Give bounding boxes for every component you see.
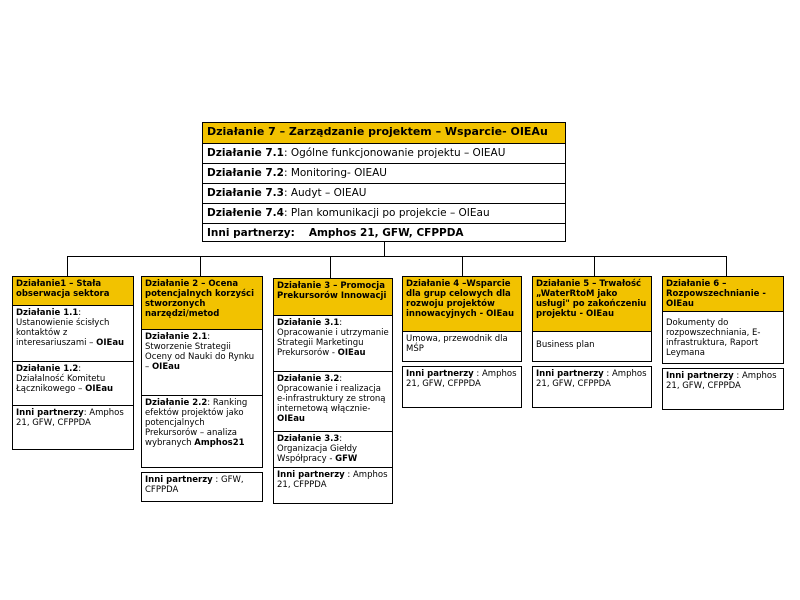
top-partners-row	[203, 223, 565, 243]
row-text: : Audyt – OIEAU	[283, 187, 367, 199]
activity-5-partners: Inni partnerzy : Amphos 21, GFW, CFPPDA	[532, 366, 652, 408]
activity-3-2: Działanie 3.2: Opracowanie i realizacja e-infrastruktury ze stroną internetową włącznie- OIEau	[273, 372, 393, 432]
activity-4-header: Działanie 4 –Wsparcie dla grup celowych dla rozwoju projektów innowacyjnych - OIEau	[402, 276, 522, 332]
row-label: Działenie 7.4	[207, 207, 284, 219]
connector-col3	[330, 256, 331, 278]
connector-horizontal	[67, 256, 726, 257]
top-row-3	[203, 183, 565, 203]
row-label: Działanie 7.1	[207, 147, 284, 159]
activity-5-header: Działanie 5 – Trwałość „WaterRtoM jako usługi" po zakończeniu projektu - OIEau	[532, 276, 652, 332]
activity-6-deliverables: Dokumenty do rozpowszechniania, E- infrastruktura, Raport Leymana	[662, 312, 784, 364]
activity-6-header: Działanie 6 – Rozpowszechnianie - OIEau	[662, 276, 784, 312]
activity-1-2: Działanie 1.2: Działalność Komitetu Łącznikowego – OIEau	[12, 362, 134, 406]
activity-2-column	[141, 276, 263, 502]
row-text: : Plan komunikacji po projekcie – OIEau	[283, 207, 490, 219]
activity-4-column	[402, 276, 522, 408]
activity-2-2: Działanie 2.2: Ranking efektów projektów jako potencjalnych Prekursorów – analiza wybranych Amphos21	[141, 396, 263, 468]
activity-3-header: Działanie 3 – Promocja Prekursorów Innowacji	[273, 278, 393, 316]
top-row-1	[203, 143, 565, 163]
connector-col6	[726, 256, 727, 276]
connector-col1	[67, 256, 68, 276]
activity-1-header: Działanie1 – Stała obserwacja sektora	[12, 276, 134, 306]
partners-text: Amphos 21, GFW, CFPPDA	[308, 227, 464, 239]
activity-2-header: Działanie 2 – Ocena potencjalnych korzyści stworzonych narzędzi/metod	[141, 276, 263, 330]
activity-3-3: Działanie 3.3: Organizacja Giełdy Współpracy - GFW	[273, 432, 393, 468]
row-text: : Monitoring- OIEAU	[283, 167, 387, 179]
activity-4-deliverables: Umowa, przewodnik dla MŚP	[402, 332, 522, 362]
top-row-4	[203, 203, 565, 223]
activity-6-partners: Inni partnerzy : Amphos 21, GFW, CFPPDA	[662, 368, 784, 410]
activity-1-1: Działanie 1.1: Ustanowienie ścisłych kontaktów z interesariuszami – OIEau	[12, 306, 134, 362]
connector-col2	[200, 256, 201, 276]
partners-label: Inni partnerzy:	[207, 227, 295, 239]
activity-3-column	[273, 278, 393, 504]
connector-col5	[594, 256, 595, 276]
activity-2-1: Działanie 2.1: Stworzenie Strategii Oceny od Nauki do Rynku – OIEau	[141, 330, 263, 396]
activity-3-1: Działanie 3.1: Opracowanie i utrzymanie Strategii Marketingu Prekursorów - OIEau	[273, 316, 393, 372]
activity-5-deliverables: Business plan	[532, 332, 652, 362]
activity-3-partners: Inni partnerzy : Amphos 21, CFPPDA	[273, 468, 393, 504]
activity-6-column	[662, 276, 784, 410]
activity-1-partners: Inni partnerzy: Amphos 21, GFW, CFPPDA	[12, 406, 134, 450]
activity-4-partners: Inni partnerzy : Amphos 21, GFW, CFPPDA	[402, 366, 522, 408]
activity-5-column	[532, 276, 652, 408]
connector-vertical-top	[384, 242, 385, 256]
activity-1-column	[12, 276, 134, 450]
connector-col4	[462, 256, 463, 276]
row-text: : Ogólne funkcjonowanie projektu – OIEAU	[283, 147, 506, 159]
top-row-2	[203, 163, 565, 183]
row-label: Działanie 7.2	[207, 167, 284, 179]
top-activity-header: Działanie 7 – Zarządzanie projektem – Wsparcie- OIEAu	[203, 123, 565, 143]
activity-2-partners: Inni partnerzy : GFW, CFPPDA	[141, 472, 263, 502]
top-activity-box	[202, 122, 566, 242]
row-label: Działanie 7.3	[207, 187, 284, 199]
